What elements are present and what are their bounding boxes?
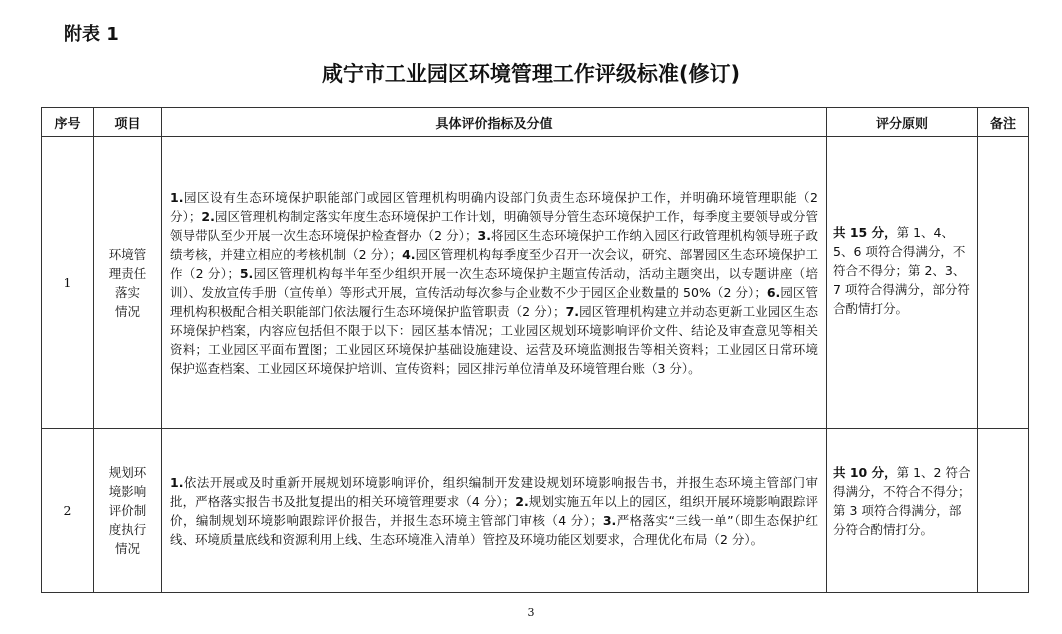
header-remark: 备注	[978, 108, 1029, 137]
item-line: 度执行	[108, 522, 147, 537]
detail-num: 3.	[477, 227, 491, 243]
table-header-row	[42, 108, 1029, 137]
principle-text: 第 1、4、5、6 项符合得满分，不符合不得分；第 2、3、7 项符合得满分，部分符合酌情打分。	[833, 225, 970, 316]
row-principle	[827, 137, 978, 429]
table-row	[42, 137, 1029, 429]
table-row	[42, 429, 1029, 593]
annex-label: 附表 1	[64, 24, 119, 45]
detail-text: 严格落实“三线一单”（即生态保护红线、环境质量底线和资源利用上线、生态环境准入清单）管控及环境功能区划要求，合理优化布局（2 分）。	[170, 512, 819, 547]
rating-table	[41, 107, 1029, 593]
row-detail	[162, 429, 827, 593]
row-remark	[978, 429, 1029, 593]
header-seq: 序号	[42, 108, 94, 137]
detail-num: 2.	[515, 493, 529, 509]
detail-text: 将园区生态环境保护工作纳入园区行政管理机构领导班子政绩考核，并建立相应的考核机制（2 分）；	[170, 227, 818, 262]
row-seq: 1	[42, 137, 94, 429]
item-line: 评价制	[108, 503, 147, 518]
item-line: 环境管	[108, 246, 147, 262]
detail-text: 园区管理机构每半年至少组织开展一次生态环境保护主题宣传活动，活动主题突出，以专题讲座（培训）、发放宣传手册（宣传单）等形式开展，宣传活动每次参与企业数不少于园区企业数量的 50%（2 分）；	[170, 265, 818, 300]
row-item	[94, 429, 162, 593]
detail-num: 1.	[170, 189, 184, 205]
detail-num: 7.	[565, 303, 580, 319]
item-line: 规划环	[108, 465, 147, 480]
item-line: 境影响	[108, 484, 147, 499]
principle-total: 共 10 分，	[833, 465, 897, 480]
detail-text: 园区管理机构每季度至少召开一次会议，研究、部署园区生态环境保护工作（2 分）；	[170, 246, 818, 281]
row-seq: 2	[42, 429, 94, 593]
detail-text: 依法开展或及时重新开展规划环境影响评价，组织编制开发建设规划环境影响报告书，并报生态环境主管部门审批，严格落实报告书及批复提出的相关环境管理要求（4 分）；	[170, 474, 818, 509]
row-detail	[162, 137, 827, 429]
item-line: 情况	[114, 303, 140, 319]
page-title: 咸宁市工业园区环境管理工作评级标准(修订)	[321, 62, 741, 86]
detail-text: 园区管理机构制定落实年度生态环境保护工作计划，明确领导分管生态环境保护工作，每季度主要领导或分管领导带队至少开展一次生态环境保护检查督办（2 分）；	[170, 208, 818, 243]
detail-num: 6.	[766, 284, 781, 300]
row-item	[94, 137, 162, 429]
page-number: 3	[527, 606, 535, 619]
detail-num: 4.	[402, 246, 416, 262]
header-principle: 评分原则	[827, 108, 978, 137]
header-indicators: 具体评价指标及分值	[162, 108, 827, 137]
detail-num: 2.	[201, 208, 215, 224]
detail-num: 5.	[239, 265, 254, 281]
detail-num: 1.	[170, 474, 184, 490]
header-item: 项目	[94, 108, 162, 137]
detail-text: 规划实施五年以上的园区，组织开展环境影响跟踪评价，编制规划环境影响跟踪评价报告，并报生态环境主管部门审核（4 分）；	[170, 493, 818, 528]
row-remark	[978, 137, 1029, 429]
detail-text: 园区管理机构积极配合相关职能部门依法履行生态环境保护监管职责（2 分）；	[170, 284, 818, 319]
detail-num: 3.	[602, 512, 617, 528]
detail-text: 园区设有生态环境保护职能部门或园区管理机构明确内设部门负责生态环境保护工作，并明确环境管理职能（2 分）；	[170, 189, 818, 224]
item-line: 理责任	[108, 265, 147, 281]
principle-total: 共 15 分，	[833, 225, 897, 240]
item-line: 落实	[114, 284, 140, 300]
principle-text: 第 1、2 符合得满分，不符合不得分；第 3 项符合得满分，部分符合酌情打分。	[833, 465, 971, 537]
detail-text: 园区管理机构建立并动态更新工业园区生态环境保护档案，内容应包括但不限于以下：园区基本情况；工业园区规划环境影响评价文件、结论及审查意见等相关资料；工业园区平面布置图；工业园区环境保护基础设施建设、运营及环境监测报告等相关资料；工业园区日常环境保护巡查档案、工业园区环境保护培训、宣传资料；园区排污单位清单及环境管理台账（3 分）。	[170, 303, 818, 376]
item-line: 情况	[114, 541, 140, 556]
row-principle	[827, 429, 978, 593]
